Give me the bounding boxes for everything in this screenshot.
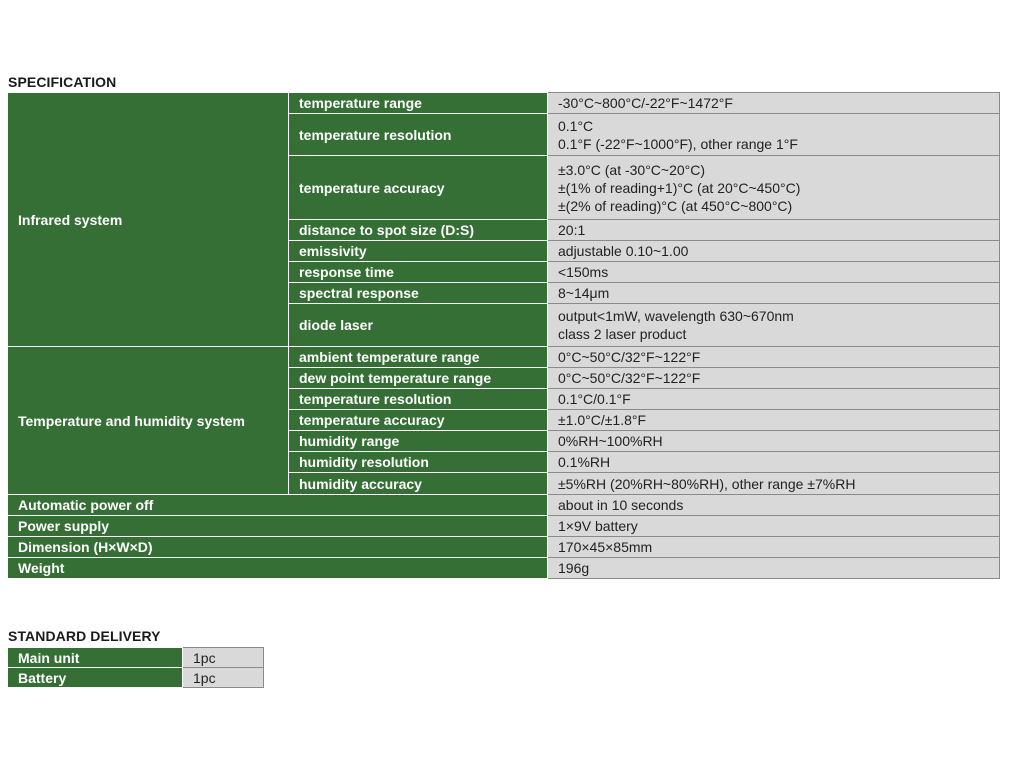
table-row [8, 558, 1000, 579]
spec-value: 0.1°C 0.1°F (-22°F~1000°F), other range 1°F [548, 114, 1000, 156]
spec-label: temperature accuracy [289, 156, 548, 220]
group-infrared-system: Infrared system [8, 93, 289, 347]
spec-value: <150ms [548, 262, 1000, 283]
spec-value: 20:1 [548, 220, 1000, 241]
spec-label: humidity range [289, 431, 548, 452]
spec-value: 170×45×85mm [548, 537, 1000, 558]
delivery-value: 1pc [183, 668, 264, 688]
group-temperature-humidity-system: Temperature and humidity system [8, 347, 289, 495]
spec-value: 0.1°C/0.1°F [548, 389, 1000, 410]
specification-table [7, 92, 1000, 579]
spec-value: ±5%RH (20%RH~80%RH), other range ±7%RH [548, 473, 1000, 495]
spec-value: ±1.0°C/±1.8°F [548, 410, 1000, 431]
table-row [8, 648, 264, 668]
table-row [8, 495, 1000, 516]
spec-value: 8~14μm [548, 283, 1000, 304]
spec-label: response time [289, 262, 548, 283]
spec-label: diode laser [289, 304, 548, 347]
spec-value: about in 10 seconds [548, 495, 1000, 516]
spec-value: 0%RH~100%RH [548, 431, 1000, 452]
spec-value: 196g [548, 558, 1000, 579]
table-row [8, 93, 1000, 114]
spec-label: spectral response [289, 283, 548, 304]
standard-delivery-title: STANDARD DELIVERY [8, 628, 161, 644]
spec-value: adjustable 0.10~1.00 [548, 241, 1000, 262]
specification-title: SPECIFICATION [8, 74, 117, 90]
spec-label: Power supply [8, 516, 548, 537]
spec-label: temperature resolution [289, 389, 548, 410]
spec-label: distance to spot size (D:S) [289, 220, 548, 241]
spec-label: temperature range [289, 93, 548, 114]
spec-value: 0.1%RH [548, 452, 1000, 473]
spec-label: Weight [8, 558, 548, 579]
spec-value: 0°C~50°C/32°F~122°F [548, 347, 1000, 368]
delivery-label: Battery [8, 668, 183, 688]
spec-value: ±3.0°C (at -30°C~20°C) ±(1% of reading+1)°C (at 20°C~450°C) ±(2% of reading)°C (at 450°C~800°C) [548, 156, 1000, 220]
table-row [8, 537, 1000, 558]
spec-value: output<1mW, wavelength 630~670nm class 2 laser product [548, 304, 1000, 347]
spec-label: temperature accuracy [289, 410, 548, 431]
spec-label: dew point temperature range [289, 368, 548, 389]
spec-label: Automatic power off [8, 495, 548, 516]
standard-delivery-table [7, 647, 264, 688]
spec-label: emissivity [289, 241, 548, 262]
table-row [8, 347, 1000, 368]
spec-label: Dimension (H×W×D) [8, 537, 548, 558]
delivery-value: 1pc [183, 648, 264, 668]
spec-value: -30°C~800°C/-22°F~1472°F [548, 93, 1000, 114]
table-row [8, 668, 264, 688]
spec-label: ambient temperature range [289, 347, 548, 368]
spec-label: humidity accuracy [289, 473, 548, 495]
spec-value: 1×9V battery [548, 516, 1000, 537]
spec-label: humidity resolution [289, 452, 548, 473]
table-row [8, 516, 1000, 537]
spec-value: 0°C~50°C/32°F~122°F [548, 368, 1000, 389]
spec-label: temperature resolution [289, 114, 548, 156]
delivery-label: Main unit [8, 648, 183, 668]
